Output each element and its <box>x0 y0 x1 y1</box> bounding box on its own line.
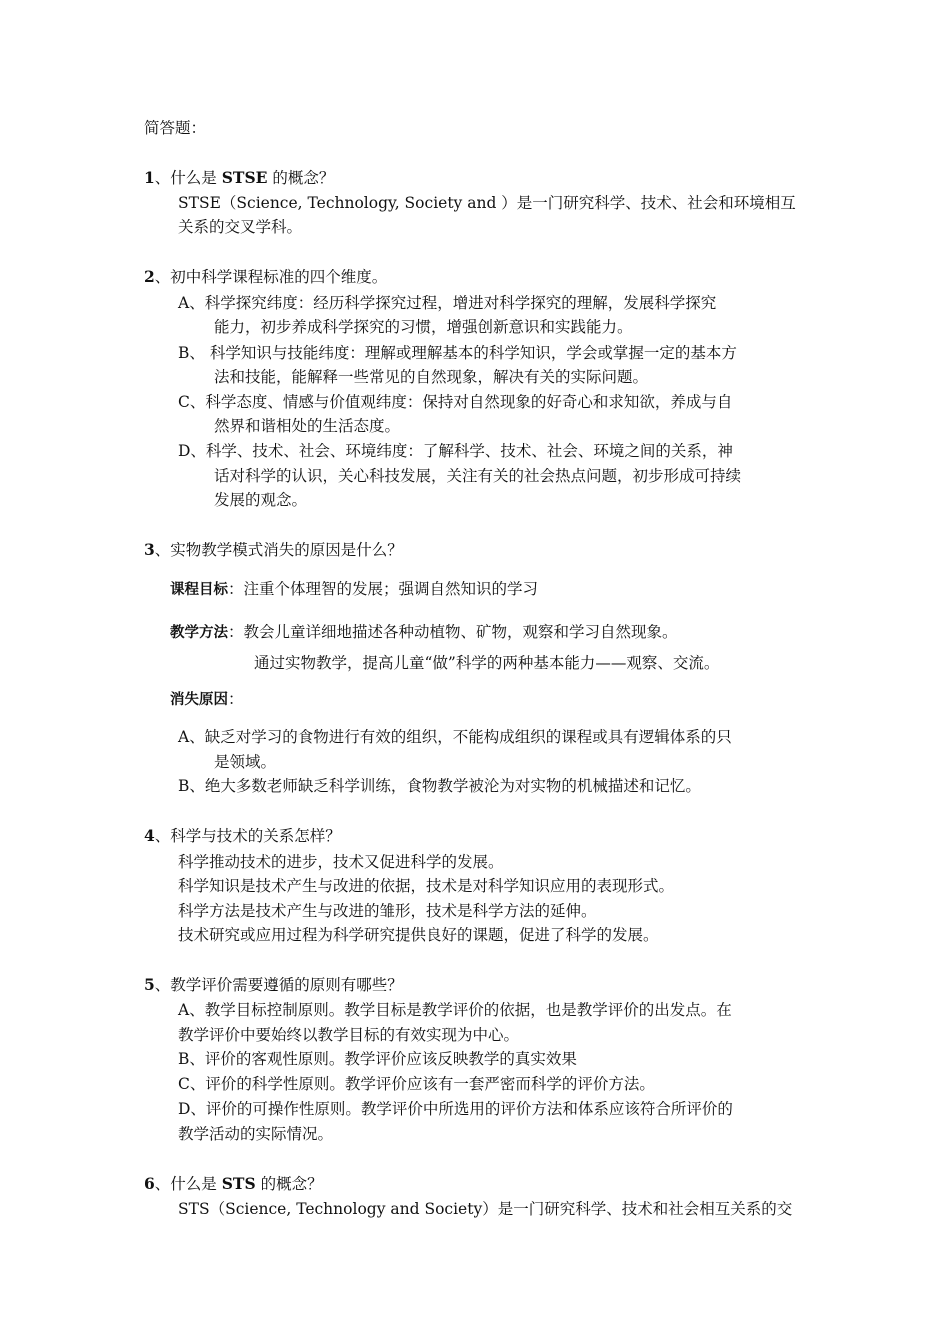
question-2-title <box>144 266 387 288</box>
teaching-method-text-2: 通过实物教学，提高儿童“做”科学的两种基本能力——观察、交流。 <box>254 654 720 672</box>
answer-line: B、绝大多数老师缺乏科学训练，食物教学被沦为对实物的机械描述和记忆。 <box>178 777 701 795</box>
question-title-text: 、教学评价需要遵循的原则有哪些？ <box>154 976 403 994</box>
question-title-text: 、什么是 <box>154 1175 222 1193</box>
answer-line: 是领域。 <box>214 753 277 771</box>
question-3-title <box>144 539 403 561</box>
answer-line: STS（Science, Technology and Society）是一门研究科学、技术和社会相互关系的交 <box>178 1200 793 1218</box>
answer-line: A、缺乏对学习的食物进行有效的组织，不能构成组织的课程或具有逻辑体系的只 <box>178 728 732 746</box>
question-term: STS <box>221 1174 256 1193</box>
question-number: 5 <box>144 975 155 994</box>
answer-line: C、评价的科学性原则。教学评价应该有一套严密而科学的评价方法。 <box>178 1075 655 1093</box>
disappear-reason-label: 消失原因 <box>170 692 228 708</box>
question-number: 1 <box>144 168 155 187</box>
answer-line: C、科学态度、情感与价值观纬度：保持对自然现象的好奇心和求知欲，养成与自 <box>178 393 733 411</box>
question-1-title <box>144 167 334 189</box>
answer-line: 技术研究或应用过程为科学研究提供良好的课题，促进了科学的发展。 <box>178 926 659 944</box>
answer-line: 科学知识是技术产生与改进的依据，技术是对科学知识应用的表现形式。 <box>178 877 675 895</box>
answer-line: 科学推动技术的进步，技术又促进科学的发展。 <box>178 853 504 871</box>
course-goal-line <box>170 578 538 601</box>
question-title-text: 、什么是 <box>154 169 222 187</box>
question-term: STSE <box>221 168 268 187</box>
answer-line: D、科学、技术、社会、环境纬度：了解科学、技术、社会、环境之间的关系，神 <box>178 442 733 460</box>
question-number: 4 <box>144 826 155 845</box>
question-number: 6 <box>144 1174 155 1193</box>
answer-line: STSE（Science, Technology, Society and ）是一门研究科学、技术、社会和环境相互 <box>178 194 796 212</box>
answer-line: 关系的交叉学科。 <box>178 218 303 236</box>
teaching-method-label: 教学方法 <box>170 625 228 641</box>
answer-line: 法和技能，能解释一些常见的自然现象，解决有关的实际问题。 <box>214 368 649 386</box>
answer-line: B、评价的客观性原则。教学评价应该反映教学的真实效果 <box>178 1050 577 1068</box>
answer-line: 能力，初步养成科学探究的习惯，增强创新意识和实践能力。 <box>214 318 633 336</box>
question-title-text: 、实物教学模式消失的原因是什么？ <box>154 541 403 559</box>
answer-line: 然界和谐相处的生活态度。 <box>214 417 401 435</box>
disappear-reason-colon: ： <box>228 690 244 708</box>
answer-line: A、教学目标控制原则。教学目标是教学评价的依据，也是教学评价的出发点。在 <box>178 1001 732 1019</box>
section-heading: 简答题： <box>144 119 207 137</box>
answer-line: 教学活动的实际情况。 <box>178 1125 334 1143</box>
teaching-method-line <box>170 621 678 644</box>
answer-line: 科学方法是技术产生与改进的雏形，技术是科学方法的延伸。 <box>178 902 597 920</box>
answer-line: D、评价的可操作性原则。教学评价中所选用的评价方法和体系应该符合所评价的 <box>178 1100 733 1118</box>
question-6-title <box>144 1173 323 1195</box>
disappear-reason-line <box>170 688 244 711</box>
answer-line: A、科学探究纬度：经历科学探究过程，增进对科学探究的理解，发展科学探究 <box>178 294 717 312</box>
course-goal-text: ：注重个体理智的发展；强调自然知识的学习 <box>228 580 539 598</box>
question-4-title <box>144 825 341 847</box>
course-goal-label: 课程目标 <box>170 582 228 598</box>
question-title-text: 、科学与技术的关系怎样？ <box>154 827 341 845</box>
teaching-method-text: ：教会儿童详细地描述各种动植物、矿物，观察和学习自然现象。 <box>228 623 678 641</box>
question-number: 3 <box>144 540 155 559</box>
question-number: 2 <box>144 267 155 286</box>
question-title-text: 的概念？ <box>255 1175 323 1193</box>
answer-line: B、 科学知识与技能纬度：理解或理解基本的科学知识，学会或掌握一定的基本方 <box>178 344 737 362</box>
question-title-text: 、初中科学课程标准的四个维度。 <box>154 268 388 286</box>
question-title-text: 的概念？ <box>267 169 335 187</box>
answer-line: 教学评价中要始终以教学目标的有效实现为中心。 <box>178 1026 520 1044</box>
question-5-title <box>144 974 403 996</box>
answer-line: 话对科学的认识，关心科技发展，关注有关的社会热点问题，初步形成可持续 <box>214 467 742 485</box>
answer-line: 发展的观念。 <box>214 491 308 509</box>
